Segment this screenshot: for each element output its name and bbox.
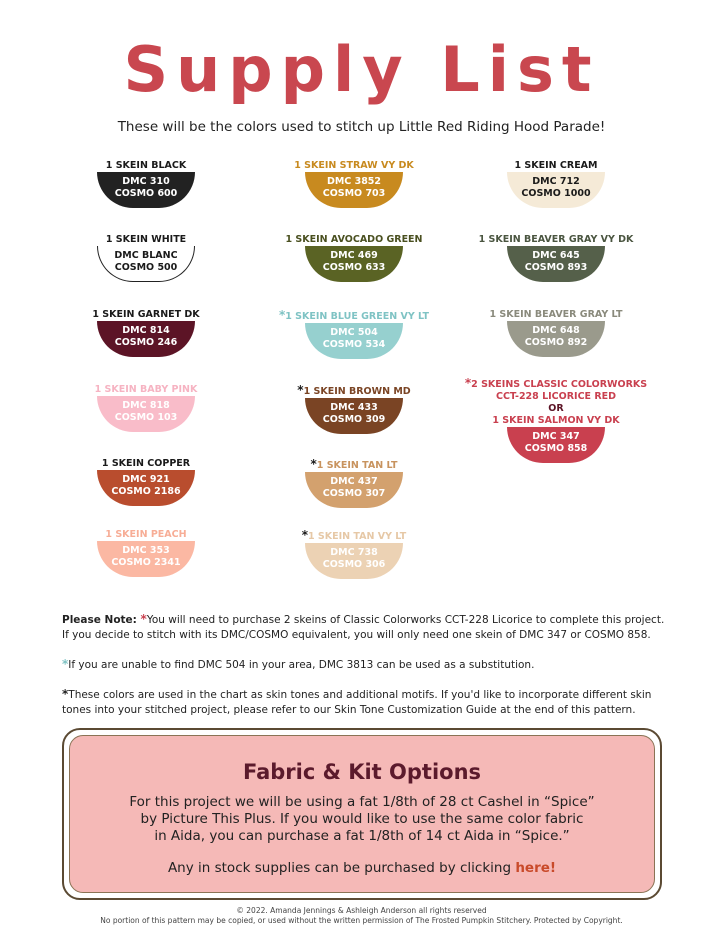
swatch-label: 1 SKEIN PEACH <box>105 529 187 540</box>
swatch-label: 1 SKEIN COPPER <box>101 458 191 469</box>
star-marker: * <box>310 457 317 471</box>
dmc-code: DMC 469 <box>330 250 378 261</box>
swatch <box>259 234 449 282</box>
swatch-color-block <box>305 543 403 579</box>
star-marker: * <box>301 528 308 542</box>
swatch-color-block <box>97 321 195 357</box>
notes-section <box>62 612 672 728</box>
swatch <box>461 234 651 282</box>
cosmo-code: COSMO 893 <box>524 262 588 273</box>
swatch-color-block <box>305 323 403 359</box>
swatch <box>259 309 449 359</box>
swatch-color-block <box>305 246 403 282</box>
swatch <box>461 160 651 208</box>
swatch <box>259 160 449 208</box>
swatch-color-block <box>305 472 403 508</box>
dmc-code: DMC 645 <box>532 250 580 261</box>
dmc-code: DMC 712 <box>532 176 580 187</box>
swatch <box>259 384 449 434</box>
star-marker: * <box>464 376 472 390</box>
note-1: Please Note: *You will need to purchase 2 skeins of Classic Colorworks CCT-228 Licorice to complete this project. If you decide to stitch with its DMC/COSMO equivalent, you will only need one skein of DMC 347 or COSMO 858. <box>62 612 665 641</box>
swatch-label: *1 SKEIN TAN VY LT <box>301 528 407 542</box>
swatch <box>461 309 651 357</box>
swatch-label: 1 SKEIN GARNET DK <box>92 309 200 320</box>
dmc-code: DMC 347 <box>532 431 580 442</box>
swatch <box>51 384 241 432</box>
cosmo-code: COSMO 306 <box>322 559 386 570</box>
dmc-code: DMC 3852 <box>326 176 382 187</box>
cosmo-code: COSMO 892 <box>524 337 588 348</box>
kit-options-panel <box>69 735 655 893</box>
cosmo-code: COSMO 600 <box>114 188 178 199</box>
dmc-code: DMC 738 <box>330 547 378 558</box>
swatch-color-block <box>97 246 195 282</box>
swatch <box>51 234 241 282</box>
cosmo-code: COSMO 633 <box>322 262 386 273</box>
dmc-code: DMC BLANC <box>114 250 178 261</box>
dmc-code: DMC 310 <box>122 176 170 187</box>
cosmo-code: COSMO 246 <box>114 337 178 348</box>
cosmo-code: COSMO 1000 <box>521 188 591 199</box>
cosmo-code: COSMO 534 <box>322 339 386 350</box>
dmc-code: DMC 648 <box>532 325 580 336</box>
cosmo-code: COSMO 2341 <box>111 557 181 568</box>
swatch-color-block <box>97 470 195 506</box>
swatch <box>259 458 449 508</box>
star-marker: * <box>278 308 286 322</box>
dmc-code: DMC 437 <box>330 476 378 487</box>
kit-options-box <box>62 728 662 900</box>
swatch-label: *1 SKEIN BLUE GREEN VY LT <box>278 308 429 322</box>
swatch-label: 1 SKEIN WHITE <box>105 234 187 245</box>
swatch-color-block <box>305 398 403 434</box>
cosmo-code: COSMO 2186 <box>111 486 181 497</box>
cosmo-code: COSMO 309 <box>322 414 386 425</box>
swatch <box>259 529 449 579</box>
dmc-code: DMC 433 <box>330 402 378 413</box>
kit-title: Fabric & Kit Options <box>242 760 482 784</box>
swatch <box>51 529 241 577</box>
page-title: Supply List <box>123 33 600 106</box>
dmc-code: DMC 353 <box>122 545 170 556</box>
kit-purchase-line: Any in stock supplies can be purchased by clicking here! <box>167 860 557 876</box>
swatch <box>51 160 241 208</box>
swatch <box>51 458 241 506</box>
swatch-label: 1 SKEIN STRAW VY DK <box>294 160 414 171</box>
star-marker: * <box>297 383 304 397</box>
cosmo-code: COSMO 858 <box>524 443 588 454</box>
swatch-color-block <box>305 172 403 208</box>
swatch-color-block <box>507 172 605 208</box>
here-link[interactable]: here! <box>515 860 557 876</box>
dmc-code: DMC 504 <box>330 327 378 338</box>
swatch-licorice-salmon <box>461 377 651 463</box>
copyright-footer: © 2022. Amanda Jennings & Ashleigh Anderson all rights reserved No portion of this pattern may be copied, or used without the written permission of The Frosted Pumpkin Stitchery. Protected by Copyright. <box>100 906 623 925</box>
swatch-label: 1 SKEIN BLACK <box>105 160 187 171</box>
note-3: *These colors are used in the chart as skin tones and additional motifs. If you'd like to incorporate different skin tones into your stitched project, please refer to our Skin Tone Customization Guide at the end of this pattern. <box>62 687 652 716</box>
swatch-label: 1 SKEIN BABY PINK <box>94 384 198 395</box>
dmc-code: DMC 921 <box>122 474 170 485</box>
swatch-color-block <box>507 246 605 282</box>
swatch-color-block <box>97 172 195 208</box>
swatch-label: 1 SKEIN AVOCADO GREEN <box>285 234 423 245</box>
swatch-color-block <box>507 427 605 463</box>
kit-description: For this project we will be using a fat 1/8th of 28 ct Cashel in “Spice” by Picture This Plus. If you would like to use the same color fabric in Aida, you can purchase a fat 1/8th of 14 ct Aida in “Spice.” <box>129 794 595 844</box>
cosmo-code: COSMO 703 <box>322 188 386 199</box>
swatch-label: 1 SKEIN CREAM <box>514 160 598 171</box>
swatch <box>51 309 241 357</box>
swatch-color-block <box>97 541 195 577</box>
cosmo-code: COSMO 103 <box>114 412 178 423</box>
dmc-code: DMC 818 <box>122 400 170 411</box>
swatch-special-label: *2 SKEINS CLASSIC COLORWORKS CCT-228 LICORICE RED OR 1 SKEIN SALMON VY DK <box>464 376 648 426</box>
page-subtitle: These will be the colors used to stitch up Little Red Riding Hood Parade! <box>117 119 606 135</box>
swatch-label: *1 SKEIN TAN LT <box>310 457 398 471</box>
note-2: *If you are unable to find DMC 504 in your area, DMC 3813 can be used as a substitution. <box>62 657 535 671</box>
swatch-color-block <box>97 396 195 432</box>
swatch-label: 1 SKEIN BEAVER GRAY LT <box>489 309 623 320</box>
dmc-code: DMC 814 <box>122 325 170 336</box>
cosmo-code: COSMO 500 <box>114 262 178 273</box>
swatch-color-block <box>507 321 605 357</box>
cosmo-code: COSMO 307 <box>322 488 386 499</box>
swatch-label: *1 SKEIN BROWN MD <box>297 383 411 397</box>
swatch-label: 1 SKEIN BEAVER GRAY VY DK <box>478 234 634 245</box>
